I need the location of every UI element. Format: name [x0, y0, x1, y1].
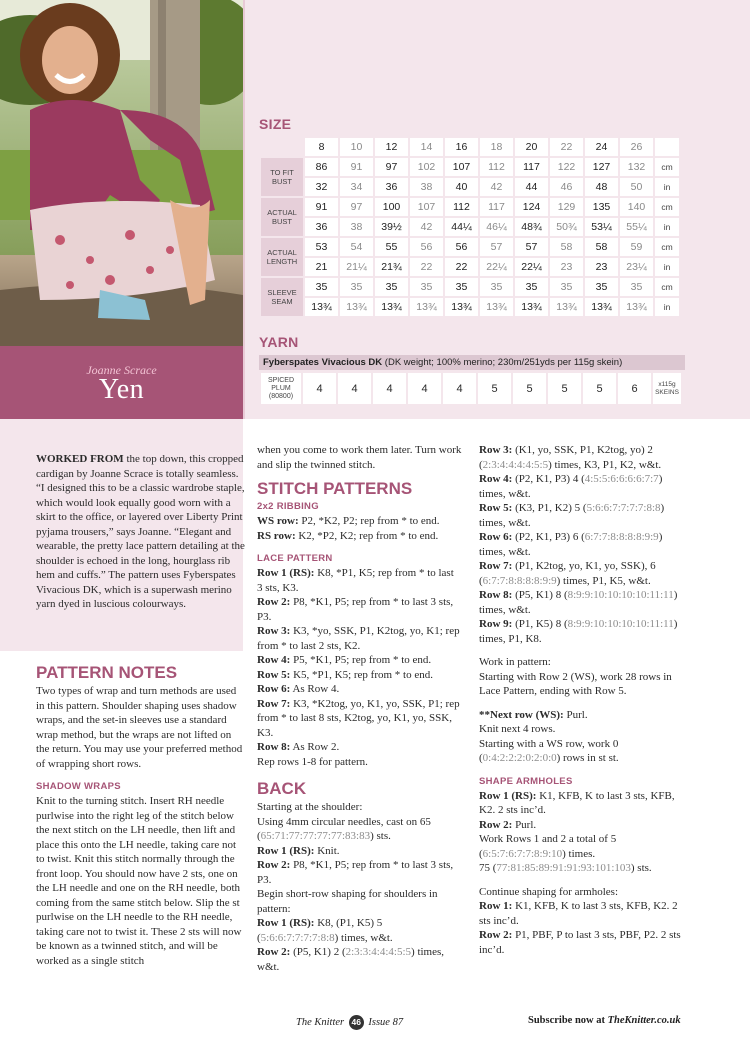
table-cell: 107	[410, 198, 443, 216]
unit-label: in	[655, 178, 679, 196]
issue-number: Issue 87	[368, 1016, 404, 1028]
table-cell: 48¾	[515, 218, 548, 236]
row-label: ACTUAL BUST	[261, 198, 303, 236]
instruction-row	[257, 668, 462, 683]
instruction-row: Row 1 (RS): K1, KFB, K to last 3 sts, KFB, K2. 2 sts inc’d.	[479, 789, 675, 816]
size-header-row	[261, 138, 679, 156]
table-cell: 5	[478, 373, 511, 404]
table-cell: 107	[445, 158, 478, 176]
table-cell: 117	[480, 198, 513, 216]
unit-label: cm	[655, 198, 679, 216]
table-cell: 35	[620, 278, 653, 296]
table-cell: 22¼	[515, 258, 548, 276]
table-row	[261, 298, 679, 316]
stitch-count: 75 (77:81:85:89:91:91:93:101:103) sts.	[479, 862, 652, 874]
cast-on-text: Using 4mm circular needles, cast on 65 (65:71:77:77:77:77:83:83) sts.	[257, 815, 431, 842]
instruction-row: Row 5: (K3, P1, K2) 5 (5:6:6:7:7:7:7:8:8) times, w&t.	[479, 502, 665, 529]
ribbing-heading: 2x2 RIBBING	[257, 501, 319, 512]
instruction-row: Row 2: Purl.	[479, 818, 537, 831]
table-cell: 40	[445, 178, 478, 196]
table-cell: 5	[548, 373, 581, 404]
table-row	[261, 198, 679, 216]
yarn-unit: x115g SKEINS	[653, 373, 681, 404]
instruction-row	[257, 624, 462, 653]
row-label: Row 2:	[257, 946, 291, 958]
row-label: Row 8:	[257, 741, 291, 753]
table-cell: 97	[375, 158, 408, 176]
size-cell: 22	[550, 138, 583, 156]
table-cell: 35	[550, 278, 583, 296]
table-cell: 13¾	[445, 298, 478, 316]
table-cell: 132	[620, 158, 653, 176]
table-row	[261, 278, 679, 296]
row-label: RS row:	[257, 529, 296, 542]
table-cell: 56	[410, 238, 443, 256]
row-text: K8, *P1, K5; rep from * to last 3 sts, K3.	[257, 567, 454, 594]
table-cell: 59	[620, 238, 653, 256]
size-cell: 12	[375, 138, 408, 156]
yarn-table	[259, 371, 683, 406]
unit-label: in	[655, 298, 679, 316]
table-cell: 50¾	[550, 218, 583, 236]
row-text: As Row 4.	[290, 683, 340, 695]
right-column	[479, 443, 689, 957]
table-cell: 117	[515, 158, 548, 176]
instruction-row: Row 9: (P1, K5) 8 (8:9:9:10:10:10:10:11:11) times, P1, K8.	[479, 618, 678, 645]
unit-label: cm	[655, 238, 679, 256]
model-photo	[0, 0, 243, 346]
notes-column	[36, 662, 246, 968]
knit-next-text: Knit next 4 rows.	[479, 723, 556, 735]
table-row	[261, 238, 679, 256]
subscribe-text: Subscribe now at	[528, 1015, 606, 1026]
row-text: K5, *P1, K5; rep from * to end.	[290, 668, 433, 681]
table-cell: 13¾	[375, 298, 408, 316]
table-cell: 35	[305, 278, 338, 296]
row-label: TO FIT BUST	[261, 158, 303, 196]
table-cell: 22	[445, 258, 478, 276]
instruction-row	[257, 697, 462, 741]
row-text: P8, *K1, P5; rep from * to last 3 sts, P3.	[257, 596, 454, 623]
table-cell: 13¾	[410, 298, 443, 316]
row-text: P8, *K1, P5; rep from * to last 3 sts, P3.	[257, 859, 454, 886]
size-heading: SIZE	[259, 116, 292, 132]
page-number-badge: 46	[349, 1015, 364, 1030]
table-cell: 21¾	[375, 258, 408, 276]
table-cell: 57	[515, 238, 548, 256]
table-cell: 36	[305, 218, 338, 236]
title-block	[0, 346, 243, 419]
table-cell: 13¾	[515, 298, 548, 316]
footer-magazine	[296, 1015, 403, 1030]
row-label: Row 6:	[257, 683, 291, 695]
instruction-row: Row 2: (P5, K1) 2 (2:3:3:4:4:4:5:5) times, w&t.	[257, 946, 445, 973]
table-cell: 54	[340, 238, 373, 256]
table-cell: 112	[445, 198, 478, 216]
instruction-row	[257, 595, 462, 624]
table-cell: 86	[305, 158, 338, 176]
instruction-row	[257, 529, 462, 544]
table-cell: 42	[480, 178, 513, 196]
instruction-row	[257, 653, 462, 668]
continued-text: when you come to work them later. Turn work and slip the twinned stitch.	[257, 444, 462, 471]
size-cell: 8	[305, 138, 338, 156]
unit-label: in	[655, 258, 679, 276]
table-cell: 35	[375, 278, 408, 296]
table-cell: 122	[550, 158, 583, 176]
instruction-row: **Next row (WS): Purl.	[479, 708, 588, 721]
stocking-stitch-text: Starting with a WS row, work 0 (0:4:2:2:2:0:2:0:0) rows in st st.	[479, 737, 619, 764]
table-cell: 102	[410, 158, 443, 176]
table-cell: 55	[375, 238, 408, 256]
table-cell: 58	[585, 238, 618, 256]
row-label: Row 4:	[257, 654, 291, 666]
site-link[interactable]: TheKnitter.co.uk	[607, 1015, 681, 1026]
table-cell: 112	[480, 158, 513, 176]
table-cell: 48	[585, 178, 618, 196]
instruction-row	[257, 514, 462, 529]
row-text: K3, *yo, SSK, P1, K2tog, yo, K1; rep from * to last 2 sts, K2.	[257, 625, 460, 652]
table-cell: 6	[618, 373, 651, 404]
table-cell: 44¼	[445, 218, 478, 236]
intro-text: the top down, this cropped cardigan by Joanne Scrace is totally seamless. “I designed this to be a classic wardrobe staple, which would look equally good worn with a skirt to the office, or layered over Liberty Print pyjama trousers,” says Joanne. “Elegant and wearable, the pretty lace pattern detailing at the shoulder is echoed in the long, hourglass rib hem and cuffs.” The pattern uses Fyberspates Vivacious DK, which is a superwash merino yarn dyed in luscious colourways.	[36, 453, 245, 610]
table-cell: 5	[513, 373, 546, 404]
size-cell: 24	[585, 138, 618, 156]
intro-column	[36, 452, 246, 612]
table-row	[261, 218, 679, 236]
notes-text: Two types of wrap and turn methods are used in this pattern. Shoulder shaping uses shadow wraps, and the set-in sleeves use a standard wrap method, but the wraps are not lifted on the return. You may use your preferred method of wrapping short rows.	[36, 685, 243, 770]
row-text: K2, *P2, K2; rep from * to end.	[295, 529, 439, 542]
instruction-row: Row 8: (P5, K1) 8 (8:9:9:10:10:10:10:11:11) times, w&t.	[479, 589, 678, 616]
row-label: Row 2:	[257, 596, 291, 608]
yarn-color-label: SPICED PLUM (80800)	[261, 373, 301, 404]
table-cell: 22	[410, 258, 443, 276]
row-text: P5, *K1, P5; rep from * to end.	[290, 654, 432, 666]
table-cell: 13¾	[585, 298, 618, 316]
instruction-row: Row 4: (P2, K1, P3) 4 (4:5:5:6:6:6:6:7:7) times, w&t.	[479, 473, 663, 500]
table-cell: 53¼	[585, 218, 618, 236]
unit-spacer	[655, 138, 679, 156]
size-cell: 10	[340, 138, 373, 156]
model-photo-illustration	[0, 0, 243, 346]
lace-pattern-heading: LACE PATTERN	[257, 553, 333, 564]
table-cell: 21¼	[340, 258, 373, 276]
table-row	[261, 158, 679, 176]
instruction-row: Row 2: P1, PBF, P to last 3 sts, PBF, P2. 2 sts inc’d.	[479, 929, 681, 956]
table-cell: 13¾	[480, 298, 513, 316]
table-cell: 13¾	[620, 298, 653, 316]
repeat-text: Work Rows 1 and 2 a total of 5 (6:5:7:6:7:7:8:9:10) times.	[479, 833, 617, 860]
table-cell: 100	[375, 198, 408, 216]
table-cell: 35	[515, 278, 548, 296]
yarn-name	[259, 355, 685, 370]
instruction-row	[257, 740, 462, 755]
shadow-wraps-text: Knit to the turning stitch. Insert RH needle purlwise into the right leg of the stitch below the next stitch on the LH needle, then lift and place this onto the LH needle, taking care not to twist. Knit this stitch normally through the front loop. You should now have 2 sts, one on the LH needle and one on the RH needle, both coming from the same stitch below. Slip the st purlwise on the LH needle to the RH needle, taking care not to twist it. These 2 sts will now be known as a twinned stitch, and will be worked as a single stitch	[36, 795, 242, 967]
table-cell: 91	[340, 158, 373, 176]
table-cell: 127	[585, 158, 618, 176]
back-intro: Starting at the shoulder:	[257, 801, 363, 813]
row-text: K3, *K2tog, yo, K1, yo, SSK, P1; rep from * to last 8 sts, K2tog, yo, K1, yo, SSK, K3.	[257, 697, 460, 739]
row-label: SLEEVE SEAM	[261, 278, 303, 316]
table-cell: 35	[585, 278, 618, 296]
table-cell: 135	[585, 198, 618, 216]
unit-label: cm	[655, 158, 679, 176]
table-cell: 35	[445, 278, 478, 296]
table-cell: 38	[410, 178, 443, 196]
continue-text: Continue shaping for armholes:	[479, 885, 619, 898]
table-cell: 56	[445, 238, 478, 256]
table-cell: 58	[550, 238, 583, 256]
shadow-wraps-heading: SHADOW WRAPS	[36, 781, 121, 792]
size-cell: 26	[620, 138, 653, 156]
table-cell: 46	[550, 178, 583, 196]
table-cell: 42	[410, 218, 443, 236]
table-cell: 23	[550, 258, 583, 276]
instruction-row	[257, 858, 462, 887]
table-cell: 129	[550, 198, 583, 216]
instruction-row: Row 6: (P2, K1, P3) 6 (6:7:7:8:8:8:8:9:9) times, w&t.	[479, 531, 663, 558]
table-cell: 36	[375, 178, 408, 196]
table-cell: 22¼	[480, 258, 513, 276]
row-label: Row 1 (RS):	[257, 917, 315, 929]
table-cell: 53	[305, 238, 338, 256]
row-label: ACTUAL LENGTH	[261, 238, 303, 276]
repeat-text: Rep rows 1-8 for pattern.	[257, 755, 368, 768]
table-cell: 55¼	[620, 218, 653, 236]
work-in-pattern-text: Starting with Row 2 (WS), work 28 rows in Lace Pattern, ending with Row 5.	[479, 670, 672, 697]
size-cell: 14	[410, 138, 443, 156]
footer-subscribe[interactable]	[528, 1015, 681, 1026]
table-cell: 23	[585, 258, 618, 276]
size-header-spacer	[261, 138, 303, 156]
table-cell: 38	[340, 218, 373, 236]
yarn-brand: Fyberspates Vivacious DK	[263, 357, 383, 368]
table-row	[261, 373, 681, 404]
work-in-pattern: Work in pattern:	[479, 656, 551, 668]
table-cell: 124	[515, 198, 548, 216]
short-row-intro: Begin short-row shaping for shoulders in pattern:	[257, 888, 438, 915]
row-text: P2, *K2, P2; rep from * to end.	[298, 515, 440, 527]
table-cell: 91	[305, 198, 338, 216]
unit-label: in	[655, 218, 679, 236]
size-cell: 18	[480, 138, 513, 156]
table-cell: 35	[340, 278, 373, 296]
table-cell: 5	[583, 373, 616, 404]
table-cell: 50	[620, 178, 653, 196]
row-text: Knit.	[314, 844, 340, 857]
shape-armholes-heading: SHAPE ARMHOLES	[479, 775, 573, 787]
back-heading: BACK	[257, 779, 307, 798]
table-cell: 13¾	[305, 298, 338, 316]
instruction-row	[257, 682, 462, 697]
table-cell: 97	[340, 198, 373, 216]
table-cell: 23¼	[620, 258, 653, 276]
table-cell: 4	[338, 373, 371, 404]
magazine-name: The Knitter	[296, 1016, 345, 1028]
intro-paragraph	[36, 452, 246, 612]
instruction-row	[257, 566, 462, 595]
row-label: Row 1 (RS):	[257, 567, 315, 579]
table-cell: 44	[515, 178, 548, 196]
instruction-row	[257, 844, 462, 859]
row-label: Row 2:	[257, 859, 291, 871]
row-label: Row 5:	[257, 668, 291, 681]
table-cell: 4	[443, 373, 476, 404]
table-cell: 140	[620, 198, 653, 216]
row-label: WS row:	[257, 515, 299, 527]
yarn-details: (DK weight; 100% merino; 230m/251yds per 115g skein)	[382, 357, 623, 368]
row-label: Row 3:	[257, 625, 291, 637]
row-text: As Row 2.	[290, 741, 340, 753]
instruction-row: Row 3: (K1, yo, SSK, P1, K2tog, yo) 2 (2:3:4:4:4:4:5:5) times, K3, P1, K2, w&t.	[479, 444, 662, 471]
table-cell: 13¾	[340, 298, 373, 316]
table-cell: 4	[408, 373, 441, 404]
middle-column	[257, 443, 462, 974]
table-row	[261, 178, 679, 196]
pattern-notes-heading: PATTERN NOTES	[36, 663, 178, 682]
table-cell: 39½	[375, 218, 408, 236]
table-cell: 4	[373, 373, 406, 404]
instruction-row: Row 1: K1, KFB, K to last 3 sts, KFB, K2. 2 sts inc’d.	[479, 900, 678, 927]
instruction-row: Row 7: (P1, K2tog, yo, K1, yo, SSK), 6 (6:7:7:8:8:8:8:9:9) times, P1, K5, w&t.	[479, 560, 656, 587]
intro-lead: WORKED FROM	[36, 453, 124, 465]
table-cell: 21	[305, 258, 338, 276]
table-cell: 13¾	[550, 298, 583, 316]
table-cell: 46¼	[480, 218, 513, 236]
instruction-row: Row 1 (RS): K8, (P1, K5) 5 (5:6:6:7:7:7:7:8:8) times, w&t.	[257, 917, 393, 944]
pattern-title: Yen	[98, 374, 145, 405]
table-cell: 35	[480, 278, 513, 296]
row-label: Row 1 (RS):	[257, 844, 315, 857]
table-cell: 4	[303, 373, 336, 404]
yarn-heading: YARN	[259, 334, 299, 350]
stitch-patterns-heading: STITCH PATTERNS	[257, 479, 413, 498]
table-cell: 35	[410, 278, 443, 296]
table-row	[261, 258, 679, 276]
table-cell: 32	[305, 178, 338, 196]
designer-name: Joanne Scrace	[86, 363, 157, 377]
size-table	[259, 136, 681, 318]
table-cell: 57	[480, 238, 513, 256]
size-cell: 16	[445, 138, 478, 156]
table-cell: 34	[340, 178, 373, 196]
unit-label: cm	[655, 278, 679, 296]
size-cell: 20	[515, 138, 548, 156]
row-label: Row 7:	[257, 697, 291, 710]
